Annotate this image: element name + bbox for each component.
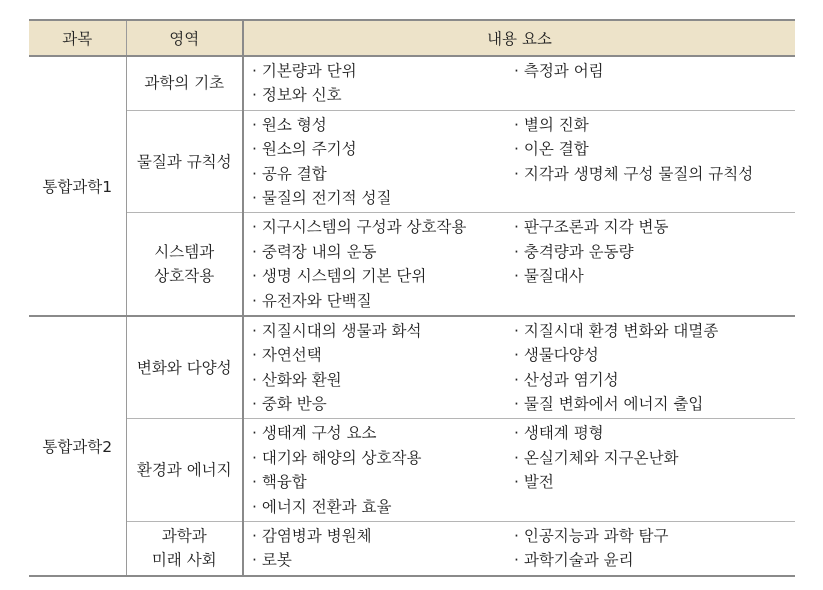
header-content: 내용 요소 [243,20,795,56]
content-item: · 정보와 신호 [252,86,342,105]
content-item: · 공유 결합 [252,164,327,183]
area-label: 변화와 다양성 [136,358,232,377]
content-item: · 물질의 전기적 성질 [252,188,392,207]
content-grid [252,524,795,573]
content-grid [252,59,795,108]
content-item: · 물질대사 [514,267,584,286]
area-label: 환경과 에너지 [136,461,232,480]
area-label: 시스템과 [154,243,215,262]
content-item: · 발전 [514,473,554,492]
content-item: · 생물다양성 [514,346,599,365]
content-item: · 감염병과 병원체 [252,527,372,546]
area-cell [126,110,243,213]
content-cell [243,316,795,419]
content-item [514,186,796,210]
area-cell [126,316,243,419]
content-item: · 생태계 평형 [514,424,604,443]
table-body [29,56,795,576]
content-item: · 핵융합 [252,473,307,492]
content-item: · 원소의 주기성 [252,140,357,159]
area-cell [126,522,243,576]
content-item: · 물질 변화에서 에너지 출입 [514,395,704,414]
content-item: · 대기와 해양의 상호작용 [252,448,422,467]
content-item: · 로봇 [252,551,292,570]
content-item: · 산성과 염기성 [514,370,619,389]
content-item: · 지각과 생명체 구성 물질의 규칙성 [514,164,754,183]
area-label: 과학의 기초 [144,74,225,93]
content-cell [243,419,795,522]
content-item: · 유전자와 단백질 [252,291,372,310]
curriculum-table [29,19,795,577]
content-item: · 측정과 어림 [514,62,604,80]
content-item: · 이온 결합 [514,140,589,159]
content-item: · 기본량과 단위 [252,62,357,80]
header-area: 영역 [126,20,243,56]
content-grid [252,215,795,313]
area-label: 미래 사회 [151,551,217,570]
content-item: · 중력장 내의 운동 [252,242,377,261]
content-item [514,495,796,519]
content-item: · 생명 시스템의 기본 단위 [252,267,427,286]
content-item: · 판구조론과 지각 변동 [514,218,669,237]
content-item: · 자연선택 [252,346,322,365]
content-grid [252,113,795,211]
content-item: · 인공지능과 과학 탐구 [514,527,669,546]
table-row [29,110,795,213]
area-label: 상호작용 [154,267,215,286]
area-cell [126,419,243,522]
content-item: · 에너지 전환과 효율 [252,497,392,516]
table-row [29,522,795,576]
area-cell [126,213,243,316]
subject-cell: 통합과학1 [29,56,126,316]
content-item: · 온실기체와 지구온난화 [514,448,679,467]
content-item: · 생태계 구성 요소 [252,424,377,443]
content-item: · 별의 진화 [514,115,589,134]
content-item: · 중화 반응 [252,395,327,414]
content-item: · 지질시대의 생물과 화석 [252,321,422,340]
content-item [514,83,796,107]
area-cell [126,56,243,110]
header-subject: 과목 [29,20,126,56]
table-row [29,419,795,522]
header-row [29,20,795,56]
table-row [29,316,795,419]
content-grid [252,319,795,417]
area-label: 물질과 규칙성 [136,152,232,171]
area-label: 과학과 [161,527,207,546]
content-item: · 산화와 환원 [252,370,342,389]
content-grid [252,421,795,519]
content-item: · 지질시대 환경 변화와 대멸종 [514,321,719,340]
content-cell [243,56,795,110]
table-row [29,213,795,316]
table-row [29,56,795,110]
content-cell [243,110,795,213]
content-item: · 충격량과 운동량 [514,242,634,261]
content-item: · 원소 형성 [252,115,327,134]
content-item: · 지구시스템의 구성과 상호작용 [252,218,467,237]
subject-cell: 통합과학2 [29,316,126,576]
content-cell [243,522,795,576]
content-item [514,289,796,313]
content-item: · 과학기술과 윤리 [514,551,634,570]
content-cell [243,213,795,316]
